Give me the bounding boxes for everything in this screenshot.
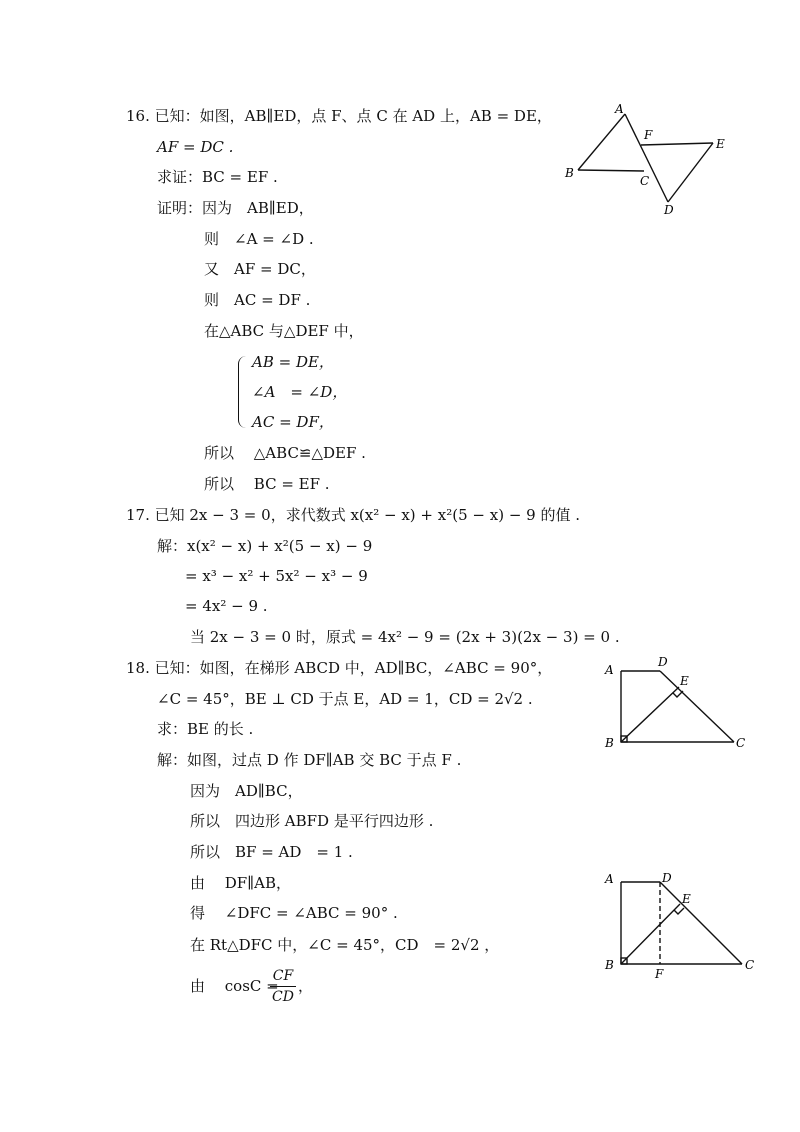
q18-stem-line1: 18. 已知：如图，在梯形 ABCD 中，AD∥BC，∠ABC = 90°， bbox=[126, 659, 553, 677]
label-c: C bbox=[745, 958, 755, 972]
label-a: A bbox=[615, 102, 624, 116]
q17-solution-line4: 当 2x − 3 = 0 时，原式 = 4x² − 9 = (2x + 3)(2x − 3) = 0 . bbox=[190, 628, 620, 646]
segment-be bbox=[621, 687, 679, 742]
segment-bc bbox=[578, 170, 644, 171]
label-c: C bbox=[736, 736, 746, 750]
q18-solution-line6: 得 ∠DFC = ∠ABC = 90° . bbox=[190, 904, 398, 922]
segment-dc bbox=[660, 882, 742, 964]
segment-be bbox=[621, 904, 680, 964]
q16-proof-line4: 则 AC = DF . bbox=[204, 291, 311, 309]
fraction-numerator: CF bbox=[272, 968, 294, 984]
q16-proof-line2: 则 ∠A = ∠D . bbox=[204, 230, 314, 248]
label-a: A bbox=[605, 663, 614, 677]
q17-solution-line1: 解：x(x² − x) + x²(5 − x) − 9 bbox=[157, 537, 373, 555]
q16-sys-line2: ∠A = ∠D， bbox=[252, 383, 348, 401]
figure-q16 bbox=[560, 100, 740, 220]
fraction-bar bbox=[270, 986, 296, 987]
q18-solution-line3: 所以 四边形 ABFD 是平行四边形 . bbox=[190, 812, 434, 830]
label-b: B bbox=[605, 958, 614, 972]
segment-dc bbox=[660, 671, 734, 742]
label-e: E bbox=[716, 137, 725, 151]
q18-solution-line5: 由 DF∥AB， bbox=[190, 874, 291, 892]
segment-ab bbox=[578, 114, 625, 170]
q18-solution-line8-suffix: ， bbox=[298, 977, 314, 995]
q18-ask: 求：BE 的长 . bbox=[157, 720, 254, 738]
system-brace bbox=[238, 356, 247, 428]
cos-fraction bbox=[270, 968, 296, 1005]
label-b: B bbox=[605, 736, 614, 750]
label-f: F bbox=[644, 128, 653, 142]
figure-q18-solution bbox=[600, 868, 760, 983]
fraction-denominator: CD bbox=[272, 989, 294, 1005]
label-c: C bbox=[640, 174, 650, 188]
label-a: A bbox=[605, 872, 614, 886]
q18-solution-line1: 解：如图，过点 D 作 DF∥AB 交 BC 于点 F . bbox=[157, 751, 462, 769]
q16-sys-line1: AB = DE， bbox=[252, 353, 334, 371]
q16-proof-line6: 所以 △ABC≌△DEF . bbox=[204, 444, 366, 462]
q16-prove: 求证：BC = EF . bbox=[157, 168, 278, 186]
q16-stem-line2: AF = DC . bbox=[157, 138, 234, 156]
q18-solution-line8-prefix: 由 cosC = bbox=[190, 977, 279, 995]
q16-proof-line7: 所以 BC = EF . bbox=[204, 475, 330, 493]
figure-q18-original bbox=[600, 652, 760, 752]
segment-ed bbox=[668, 143, 713, 202]
label-b: B bbox=[565, 166, 574, 180]
q17-solution-line3: = 4x² − 9 . bbox=[185, 597, 268, 615]
q16-sys-line3: AC = DF， bbox=[252, 413, 334, 431]
q17-stem: 17. 已知 2x − 3 = 0，求代数式 x(x² − x) + x²(5 − x) − 9 的值 . bbox=[126, 506, 580, 524]
label-e: E bbox=[682, 892, 691, 906]
q16-proof-line1: 证明：因为 AB∥ED， bbox=[157, 199, 314, 217]
label-e: E bbox=[680, 674, 689, 688]
label-f: F bbox=[655, 967, 664, 981]
segment-fe bbox=[641, 143, 713, 145]
q16-proof-line3: 又 AF = DC， bbox=[204, 260, 316, 278]
q17-solution-line2: = x³ − x² + 5x² − x³ − 9 bbox=[185, 567, 368, 585]
label-d: D bbox=[658, 655, 668, 669]
q18-solution-line7: 在 Rt△DFC 中，∠C = 45°，CD = 2√2 ， bbox=[190, 936, 500, 954]
q18-solution-line2: 因为 AD∥BC， bbox=[190, 782, 303, 800]
q18-stem-line2: ∠C = 45°，BE ⊥ CD 于点 E，AD = 1，CD = 2√2 . bbox=[157, 690, 533, 708]
label-d: D bbox=[662, 871, 672, 885]
q18-solution-line4: 所以 BF = AD = 1 . bbox=[190, 843, 353, 861]
q16-stem-line1: 16. 已知：如图，AB∥ED，点 F、点 C 在 AD 上，AB = DE， bbox=[126, 107, 552, 125]
label-d: D bbox=[664, 203, 674, 217]
q16-proof-line5: 在△ABC 与△DEF 中， bbox=[204, 322, 364, 340]
